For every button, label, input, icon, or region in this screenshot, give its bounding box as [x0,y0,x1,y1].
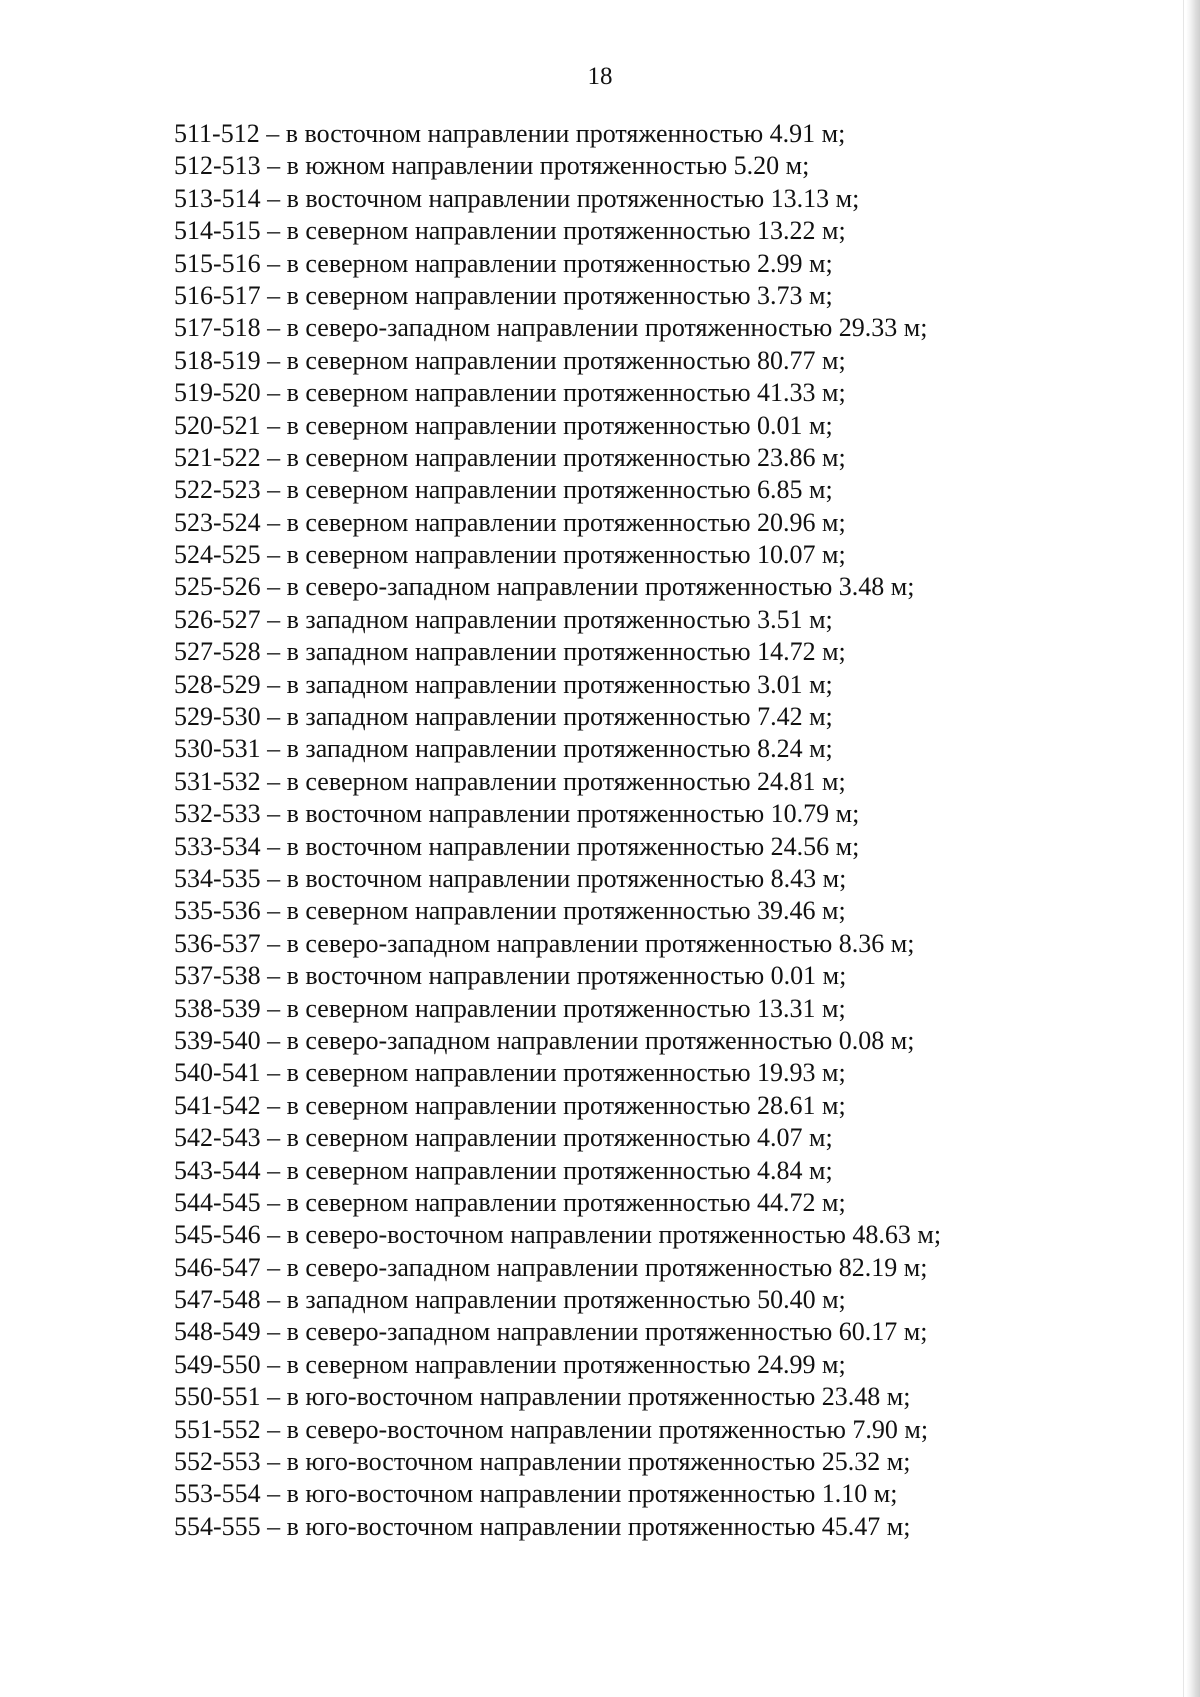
boundary-segment-line: 545-546 – в северо-восточном направлении протяженностью 48.63 м; [174,1220,942,1250]
boundary-segment-line: 524-525 – в северном направлении протяженностью 10.07 м; [174,540,846,570]
boundary-segment-line: 514-515 – в северном направлении протяженностью 13.22 м; [174,216,846,246]
boundary-segment-line: 525-526 – в северо-западном направлении протяженностью 3.48 м; [174,572,915,602]
boundary-segment-line: 552-553 – в юго-восточном направлении протяженностью 25.32 м; [174,1447,911,1477]
boundary-segment-line: 533-534 – в восточном направлении протяженностью 24.56 м; [174,831,860,861]
boundary-segment-line: 532-533 – в восточном направлении протяженностью 10.79 м; [174,799,860,829]
boundary-segment-line: 539-540 – в северо-западном направлении протяженностью 0.08 м; [174,1025,915,1055]
boundary-segment-line: 513-514 – в восточном направлении протяженностью 13.13 м; [174,183,860,213]
boundary-segment-line: 515-516 – в северном направлении протяженностью 2.99 м; [174,248,833,278]
boundary-segment-list [174,118,941,1543]
boundary-segment-line: 548-549 – в северо-западном направлении протяженностью 60.17 м; [174,1317,928,1347]
boundary-segment-line: 547-548 – в западном направлении протяженностью 50.40 м; [174,1285,846,1315]
boundary-segment-line: 550-551 – в юго-восточном направлении протяженностью 23.48 м; [174,1382,911,1412]
boundary-segment-line: 519-520 – в северном направлении протяженностью 41.33 м; [174,378,846,408]
boundary-segment-line: 554-555 – в юго-восточном направлении протяженностью 45.47 м; [174,1511,911,1541]
boundary-segment-line: 551-552 – в северо-восточном направлении протяженностью 7.90 м; [174,1414,929,1444]
page-number: 18 [587,63,613,90]
boundary-segment-line: 544-545 – в северном направлении протяженностью 44.72 м; [174,1187,846,1217]
boundary-segment-line: 523-524 – в северном направлении протяженностью 20.96 м; [174,507,846,537]
boundary-segment-line: 521-522 – в северном направлении протяженностью 23.86 м; [174,442,846,472]
boundary-segment-line: 542-543 – в северном направлении протяженностью 4.07 м; [174,1123,833,1153]
boundary-segment-line: 529-530 – в западном направлении протяженностью 7.42 м; [174,702,833,732]
boundary-segment-line: 511-512 – в восточном направлении протяженностью 4.91 м; [174,119,846,148]
boundary-segment-line: 546-547 – в северо-западном направлении протяженностью 82.19 м; [174,1252,928,1282]
scan-edge-line [1183,0,1184,1697]
boundary-segment-line: 517-518 – в северо-западном направлении протяженностью 29.33 м; [174,313,928,343]
boundary-segment-line: 543-544 – в северном направлении протяженностью 4.84 м; [174,1155,833,1185]
boundary-segment-line: 535-536 – в северном направлении протяженностью 39.46 м; [174,896,846,926]
boundary-segment-line: 540-541 – в северном направлении протяженностью 19.93 м; [174,1058,846,1088]
boundary-segment-line: 553-554 – в юго-восточном направлении протяженностью 1.10 м; [174,1479,898,1509]
boundary-segment-line: 520-521 – в северном направлении протяженностью 0.01 м; [174,410,833,440]
boundary-segment-line: 534-535 – в восточном направлении протяженностью 8.43 м; [174,863,847,893]
boundary-segment-line: 527-528 – в западном направлении протяженностью 14.72 м; [174,637,846,667]
boundary-segment-line: 526-527 – в западном направлении протяженностью 3.51 м; [174,604,833,634]
boundary-segment-line: 531-532 – в северном направлении протяженностью 24.81 м; [174,766,846,796]
boundary-segment-line: 536-537 – в северо-западном направлении протяженностью 8.36 м; [174,928,915,958]
boundary-segment-line: 538-539 – в северном направлении протяженностью 13.31 м; [174,993,846,1023]
boundary-segment-line: 516-517 – в северном направлении протяженностью 3.73 м; [174,280,833,310]
scan-edge [1186,0,1200,1697]
boundary-segment-line: 530-531 – в западном направлении протяженностью 8.24 м; [174,734,833,764]
boundary-segment-line: 512-513 – в южном направлении протяженностью 5.20 м; [174,151,810,181]
boundary-segment-line: 518-519 – в северном направлении протяженностью 80.77 м; [174,345,846,375]
boundary-segment-line: 528-529 – в западном направлении протяженностью 3.01 м; [174,669,833,699]
boundary-segment-line: 541-542 – в северном направлении протяженностью 28.61 м; [174,1090,846,1120]
boundary-segment-line: 522-523 – в северном направлении протяженностью 6.85 м; [174,475,833,505]
boundary-segment-line: 549-550 – в северном направлении протяженностью 24.99 м; [174,1349,846,1379]
boundary-segment-line: 537-538 – в восточном направлении протяженностью 0.01 м; [174,961,847,991]
